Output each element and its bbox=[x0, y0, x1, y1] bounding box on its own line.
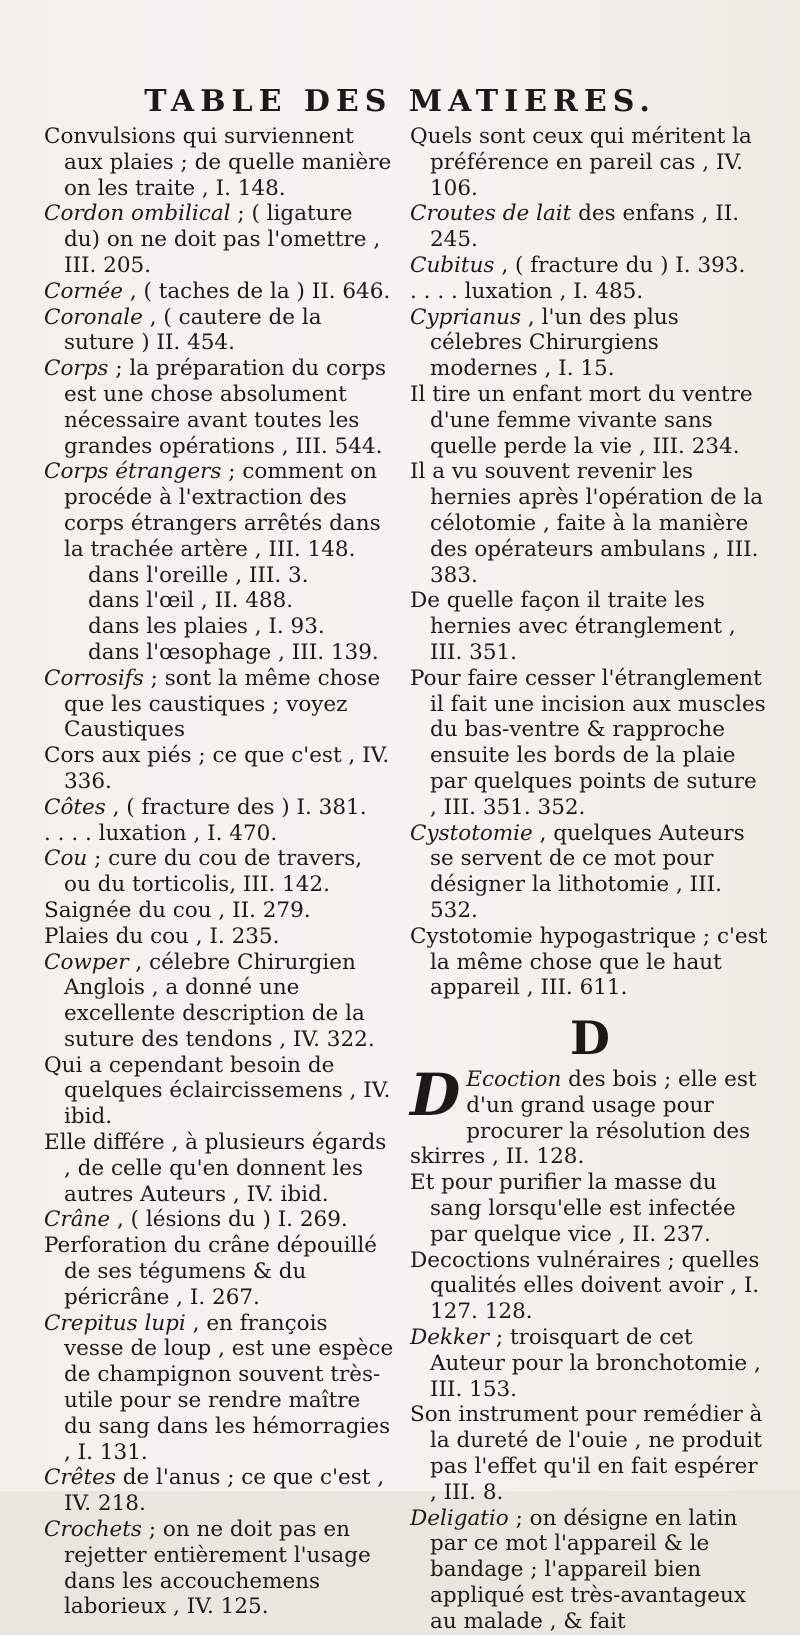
entry-text: , l'un des plus célebres Chirurgiens modernes , I. 15. bbox=[430, 304, 679, 382]
entry-text: Perforation du crâne dépouillé de ses tégumens & du péricrâne , I. 267. bbox=[44, 1233, 378, 1310]
index-entry bbox=[410, 382, 770, 459]
index-entry bbox=[44, 201, 394, 278]
index-entry bbox=[410, 1061, 770, 1170]
index-column-left bbox=[44, 124, 394, 1620]
index-entry bbox=[44, 1311, 394, 1466]
index-entry bbox=[44, 1465, 394, 1517]
entry-headword: Cubitus bbox=[410, 252, 495, 278]
entry-text: ; comment on procéde à l'extraction des corps étrangers arrêtés dans la trachée artère , III. 148. bbox=[64, 459, 381, 562]
entry-text: Il a vu souvent revenir les hernies après l'opération de la célotomie , faite à la manière des opérateurs ambulans , III. 383. bbox=[410, 459, 764, 588]
entry-headword: Croutes de lait bbox=[410, 201, 572, 227]
entry-text: , ( cautere de la suture ) II. 454. bbox=[64, 304, 322, 356]
section-letter: D bbox=[570, 1011, 610, 1066]
index-entry bbox=[44, 666, 394, 743]
entry-text: ; la préparation du corps est une chose absolument nécessaire avant toutes les grandes opérations , III. 544. bbox=[64, 356, 387, 459]
entry-text: de l'anus ; ce que c'est , IV. 218. bbox=[64, 1465, 385, 1517]
index-entry bbox=[44, 305, 394, 357]
entry-text: Plaies du cou , I. 235. bbox=[44, 923, 280, 949]
entry-text: ; ( ligature du) on ne doit pas l'omettre , III. 205. bbox=[64, 201, 381, 278]
entry-headword: Cou bbox=[44, 846, 88, 872]
entry-headword: Corrosifs bbox=[44, 665, 144, 691]
entry-text: , ( fracture des ) I. 381. bbox=[112, 794, 367, 820]
index-entries-c bbox=[410, 124, 770, 1001]
entry-text: Cystotomie hypogastrique ; c'est la même chose que le haut appareil , III. 611. bbox=[410, 923, 768, 1001]
entry-text: ; sont la même chose que les caustiques ; voyez Caustiques bbox=[64, 665, 381, 743]
entry-text: ; on ne doit pas en rejetter entièrement l'usage dans les accouchemens laborieux , IV. 125. bbox=[64, 1517, 371, 1620]
index-entry bbox=[44, 1130, 394, 1207]
index-entry bbox=[410, 924, 770, 1001]
entry-text: ; troisquart de cet Auteur pour la bronchotomie , III. 153. bbox=[430, 1325, 761, 1402]
entry-headword: Crochets bbox=[44, 1517, 142, 1543]
entry-text: dans les plaies , I. 93. bbox=[88, 614, 325, 640]
index-entry bbox=[44, 924, 394, 950]
entry-text: Saignée du cou , II. 279. bbox=[44, 897, 311, 923]
index-entry bbox=[410, 1402, 770, 1505]
index-entry bbox=[410, 279, 770, 305]
running-head: TABLE DES MATIERES. bbox=[144, 84, 656, 119]
index-entry bbox=[410, 201, 770, 253]
index-entry bbox=[44, 563, 394, 589]
index-entry bbox=[410, 459, 770, 588]
index-entry bbox=[44, 1233, 394, 1310]
entry-text: . . . . luxation , I. 470. bbox=[44, 820, 278, 846]
index-entry bbox=[44, 124, 394, 201]
entry-headword: Cordon ombilical bbox=[44, 201, 231, 227]
index-entry bbox=[410, 588, 770, 665]
index-column-right bbox=[410, 124, 770, 1635]
entry-headword: Cornée bbox=[44, 278, 123, 304]
entry-headword: Cyprianus bbox=[410, 304, 522, 330]
entry-headword: Cowper bbox=[44, 949, 129, 975]
index-entries-d bbox=[410, 1061, 770, 1635]
entry-text: , en françois vesse de loup , est une espèce de champignon souvent très-utile pour se rendre maître du sang dans les hémorragies , I. 131. bbox=[64, 1310, 394, 1465]
entry-text: , quelques Auteurs se servent de ce mot pour désigner la lithotomie , III. 532. bbox=[430, 820, 745, 923]
entry-text: dans l'œil , II. 488. bbox=[88, 588, 294, 614]
index-entry bbox=[44, 950, 394, 1053]
index-entry bbox=[410, 821, 770, 924]
entry-headword: Corps étrangers bbox=[44, 459, 222, 485]
entry-text: Decoctions vulnéraires ; quelles qualités elles doivent avoir , I. 127. 128. bbox=[410, 1247, 760, 1325]
index-entry bbox=[44, 846, 394, 898]
entry-text: dans l'œsophage , III. 139. bbox=[88, 639, 379, 665]
index-entry bbox=[44, 356, 394, 459]
entry-text: Pour faire cesser l'étranglement il fait une incision aux muscles du bas-ventre & rapproche ensuite les bords de la plaie par quelques points de suture , III. 351. 352. bbox=[410, 665, 766, 820]
entry-text: Et pour purifier la masse du sang lorsqu'elle est infectée par quelque vice , II. 237. bbox=[410, 1170, 736, 1247]
entry-text: De quelle façon il traite les hernies avec étranglement , III. 351. bbox=[410, 588, 736, 665]
index-entry bbox=[410, 1248, 770, 1325]
index-entry bbox=[44, 1053, 394, 1130]
entry-text: Son instrument pour remédier à la dureté de l'ouie , ne produit pas l'effet qu'il en fait espérer , III. 8. bbox=[410, 1402, 763, 1505]
index-entry bbox=[44, 1207, 394, 1233]
entry-text: Qui a cependant besoin de quelques éclaircissemens , IV. ibid. bbox=[44, 1052, 391, 1130]
entry-text: , ( fracture du ) I. 393. bbox=[501, 252, 746, 278]
entry-headword: Coronale bbox=[44, 304, 143, 330]
index-entry bbox=[44, 821, 394, 847]
entry-headword: Dekker bbox=[410, 1325, 490, 1351]
index-entry bbox=[410, 305, 770, 382]
entry-text: Quels sont ceux qui méritent la préférence en pareil cas , IV. 106. bbox=[410, 124, 752, 201]
index-entry bbox=[410, 124, 770, 201]
index-entry bbox=[410, 253, 770, 279]
index-entry bbox=[410, 666, 770, 821]
index-entry bbox=[44, 795, 394, 821]
index-entry bbox=[410, 1325, 770, 1402]
index-entry bbox=[44, 640, 394, 666]
index-entry bbox=[44, 459, 394, 562]
entry-headword: Crepitus lupi bbox=[44, 1310, 186, 1336]
entry-text: Elle différe , à plusieurs égards , de celle qu'en donnent les autres Auteurs , IV. ibid. bbox=[44, 1130, 387, 1207]
entry-text: ; cure du cou de travers, ou du torticolis, III. 142. bbox=[64, 846, 363, 898]
index-entry bbox=[44, 588, 394, 614]
entry-text: des bois ; elle est d'un grand usage pour procurer la résolution des skirres , II. 128. bbox=[410, 1067, 757, 1170]
entry-headword: Ecoction bbox=[466, 1067, 562, 1093]
entry-text: , ( lésions du ) I. 269. bbox=[116, 1207, 348, 1233]
index-entry bbox=[44, 279, 394, 305]
entry-headword: Cystotomie bbox=[410, 820, 533, 846]
entry-text: ; on désigne en latin par ce mot l'appareil & le bandage ; l'appareil bien appliqué est très-avantageux au malade , & fait bbox=[430, 1505, 746, 1634]
index-entry bbox=[410, 1170, 770, 1247]
drop-cap: D bbox=[410, 1061, 461, 1130]
entry-text: , ( taches de la ) II. 646. bbox=[129, 278, 391, 304]
entry-text: dans l'oreille , III. 3. bbox=[88, 562, 309, 588]
entry-headword: Côtes bbox=[44, 794, 106, 820]
entry-text: Cors aux piés ; ce que c'est , IV. 336. bbox=[44, 743, 390, 794]
entry-text: des enfans , II. 245. bbox=[430, 201, 740, 253]
entry-headword: Crêtes bbox=[44, 1465, 116, 1491]
entry-text: . . . . luxation , I. 485. bbox=[410, 278, 644, 304]
entry-text: Convulsions qui surviennent aux plaies ; de quelle manière on les traite , I. 148. bbox=[44, 124, 392, 201]
index-entry bbox=[44, 614, 394, 640]
entry-text: Il tire un enfant mort du ventre d'une femme vivante sans quelle perde la vie , III. 234. bbox=[410, 381, 753, 459]
index-entry bbox=[410, 1506, 770, 1635]
index-entry bbox=[44, 898, 394, 924]
entry-text: , célebre Chirurgien Anglois , a donné une excellente description de la suture des tendons , IV. 322. bbox=[64, 949, 375, 1052]
entry-headword: Corps bbox=[44, 356, 109, 382]
entry-headword: Deligatio bbox=[410, 1505, 509, 1531]
entry-headword: Crâne bbox=[44, 1207, 111, 1233]
index-entry bbox=[44, 1517, 394, 1620]
index-entry bbox=[44, 743, 394, 795]
